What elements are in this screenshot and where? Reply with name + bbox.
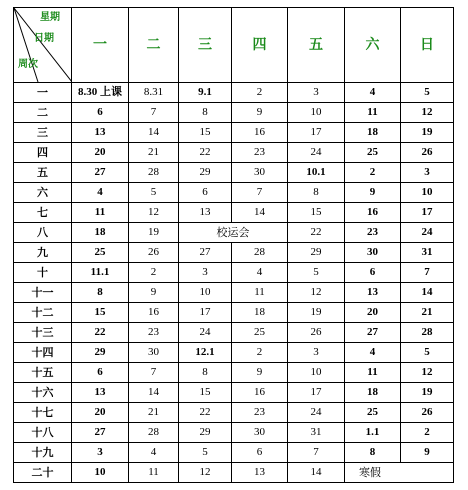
day-header-wed: 三 bbox=[179, 8, 232, 83]
date-cell: 19 bbox=[401, 123, 454, 143]
date-cell: 3 bbox=[179, 263, 232, 283]
date-cell: 28 bbox=[401, 323, 454, 343]
date-cell: 6 bbox=[72, 103, 129, 123]
date-cell: 11 bbox=[345, 363, 401, 383]
date-cell: 22 bbox=[179, 143, 232, 163]
date-cell: 23 bbox=[232, 143, 288, 163]
date-cell: 3 bbox=[288, 343, 345, 363]
date-cell: 16 bbox=[129, 303, 179, 323]
date-cell: 8 bbox=[345, 443, 401, 463]
date-cell: 9.1 bbox=[179, 83, 232, 103]
date-cell: 9 bbox=[345, 183, 401, 203]
date-cell: 8 bbox=[288, 183, 345, 203]
date-cell: 10 bbox=[72, 463, 129, 483]
date-cell: 7 bbox=[401, 263, 454, 283]
date-cell: 9 bbox=[401, 443, 454, 463]
date-cell: 16 bbox=[345, 203, 401, 223]
day-header-tue: 二 bbox=[129, 8, 179, 83]
calendar-body bbox=[14, 83, 454, 483]
date-cell: 2 bbox=[401, 423, 454, 443]
week-label: 九 bbox=[14, 243, 72, 263]
week-label: 十四 bbox=[14, 343, 72, 363]
date-cell: 15 bbox=[72, 303, 129, 323]
date-cell: 7 bbox=[288, 443, 345, 463]
corner-date-label: 日期 bbox=[34, 33, 54, 44]
date-cell: 11 bbox=[72, 203, 129, 223]
date-cell: 3 bbox=[401, 163, 454, 183]
date-cell: 18 bbox=[72, 223, 129, 243]
week-label: 五 bbox=[14, 163, 72, 183]
date-cell: 7 bbox=[232, 183, 288, 203]
day-header-fri: 五 bbox=[288, 8, 345, 83]
date-cell: 30 bbox=[129, 343, 179, 363]
week-row bbox=[14, 143, 454, 163]
date-cell: 21 bbox=[129, 403, 179, 423]
week-row bbox=[14, 183, 454, 203]
date-cell: 14 bbox=[288, 463, 345, 483]
date-cell: 2 bbox=[129, 263, 179, 283]
date-cell: 10 bbox=[401, 183, 454, 203]
date-cell: 13 bbox=[179, 203, 232, 223]
date-cell: 12 bbox=[401, 103, 454, 123]
day-header-sat: 六 bbox=[345, 8, 401, 83]
week-label: 十九 bbox=[14, 443, 72, 463]
date-cell: 21 bbox=[129, 143, 179, 163]
date-cell: 13 bbox=[72, 383, 129, 403]
date-cell: 30 bbox=[345, 243, 401, 263]
week-label: 六 bbox=[14, 183, 72, 203]
date-cell: 7 bbox=[129, 363, 179, 383]
date-cell: 14 bbox=[232, 203, 288, 223]
date-cell: 20 bbox=[72, 143, 129, 163]
date-cell: 6 bbox=[72, 363, 129, 383]
date-cell: 27 bbox=[72, 423, 129, 443]
date-cell: 5 bbox=[288, 263, 345, 283]
date-cell: 25 bbox=[345, 403, 401, 423]
week-row bbox=[14, 383, 454, 403]
date-cell: 2 bbox=[345, 163, 401, 183]
date-cell: 14 bbox=[401, 283, 454, 303]
date-cell: 9 bbox=[129, 283, 179, 303]
date-cell: 6 bbox=[345, 263, 401, 283]
week-row bbox=[14, 123, 454, 143]
date-cell: 17 bbox=[288, 383, 345, 403]
date-cell: 12 bbox=[129, 203, 179, 223]
week-label: 十二 bbox=[14, 303, 72, 323]
date-cell: 26 bbox=[401, 403, 454, 423]
date-cell: 27 bbox=[72, 163, 129, 183]
date-cell: 29 bbox=[179, 423, 232, 443]
date-cell: 5 bbox=[129, 183, 179, 203]
week-label: 十八 bbox=[14, 423, 72, 443]
date-cell: 30 bbox=[232, 423, 288, 443]
date-cell: 26 bbox=[288, 323, 345, 343]
date-cell: 4 bbox=[345, 343, 401, 363]
date-cell: 9 bbox=[232, 363, 288, 383]
day-header-mon: 一 bbox=[72, 8, 129, 83]
week-row bbox=[14, 263, 454, 283]
date-cell: 27 bbox=[179, 243, 232, 263]
date-cell: 21 bbox=[401, 303, 454, 323]
week-row bbox=[14, 343, 454, 363]
date-cell: 4 bbox=[232, 263, 288, 283]
corner-cell bbox=[14, 8, 72, 83]
date-cell: 18 bbox=[345, 123, 401, 143]
date-cell: 11 bbox=[129, 463, 179, 483]
week-row bbox=[14, 83, 454, 103]
date-cell: 14 bbox=[129, 383, 179, 403]
date-cell: 19 bbox=[129, 223, 179, 243]
date-cell: 1.1 bbox=[345, 423, 401, 443]
date-cell: 31 bbox=[288, 423, 345, 443]
date-cell: 17 bbox=[401, 203, 454, 223]
week-row bbox=[14, 423, 454, 443]
date-cell: 13 bbox=[72, 123, 129, 143]
week-row bbox=[14, 303, 454, 323]
date-cell: 18 bbox=[345, 383, 401, 403]
date-cell: 3 bbox=[288, 83, 345, 103]
date-cell: 25 bbox=[72, 243, 129, 263]
event-cell: 校运会 bbox=[179, 223, 288, 243]
date-cell: 2 bbox=[232, 83, 288, 103]
week-label: 八 bbox=[14, 223, 72, 243]
date-cell: 9 bbox=[232, 103, 288, 123]
date-cell: 29 bbox=[288, 243, 345, 263]
date-cell: 30 bbox=[232, 163, 288, 183]
week-label: 十 bbox=[14, 263, 72, 283]
date-cell: 4 bbox=[129, 443, 179, 463]
date-cell: 25 bbox=[232, 323, 288, 343]
date-cell: 22 bbox=[179, 403, 232, 423]
week-label: 二十 bbox=[14, 463, 72, 483]
date-cell: 14 bbox=[129, 123, 179, 143]
date-cell: 4 bbox=[72, 183, 129, 203]
date-cell: 8 bbox=[72, 283, 129, 303]
week-label: 十五 bbox=[14, 363, 72, 383]
week-label: 十三 bbox=[14, 323, 72, 343]
date-cell: 29 bbox=[72, 343, 129, 363]
week-row bbox=[14, 283, 454, 303]
school-calendar-table bbox=[13, 7, 454, 483]
date-cell: 29 bbox=[179, 163, 232, 183]
date-cell: 17 bbox=[179, 303, 232, 323]
date-cell: 11.1 bbox=[72, 263, 129, 283]
date-cell: 11 bbox=[232, 283, 288, 303]
date-cell: 5 bbox=[401, 83, 454, 103]
week-row bbox=[14, 363, 454, 383]
week-label: 七 bbox=[14, 203, 72, 223]
date-cell: 16 bbox=[232, 123, 288, 143]
date-cell: 28 bbox=[129, 423, 179, 443]
day-header-sun: 日 bbox=[401, 8, 454, 83]
date-cell: 25 bbox=[345, 143, 401, 163]
date-cell: 8 bbox=[179, 103, 232, 123]
date-cell: 6 bbox=[232, 443, 288, 463]
week-row bbox=[14, 463, 454, 483]
week-row bbox=[14, 243, 454, 263]
date-cell: 10 bbox=[288, 103, 345, 123]
date-cell: 4 bbox=[345, 83, 401, 103]
date-cell: 2 bbox=[232, 343, 288, 363]
date-cell: 23 bbox=[129, 323, 179, 343]
date-cell: 22 bbox=[72, 323, 129, 343]
date-cell: 8.30 上课 bbox=[72, 83, 129, 103]
week-label: 三 bbox=[14, 123, 72, 143]
date-cell: 22 bbox=[288, 223, 345, 243]
week-label: 十六 bbox=[14, 383, 72, 403]
week-label: 二 bbox=[14, 103, 72, 123]
date-cell: 12 bbox=[401, 363, 454, 383]
date-cell: 18 bbox=[232, 303, 288, 323]
date-cell: 15 bbox=[179, 123, 232, 143]
date-cell: 6 bbox=[179, 183, 232, 203]
date-cell: 17 bbox=[288, 123, 345, 143]
date-cell: 20 bbox=[345, 303, 401, 323]
week-row bbox=[14, 223, 454, 243]
date-cell: 19 bbox=[401, 383, 454, 403]
date-cell: 24 bbox=[288, 143, 345, 163]
date-cell: 24 bbox=[401, 223, 454, 243]
date-cell: 7 bbox=[129, 103, 179, 123]
date-cell: 24 bbox=[179, 323, 232, 343]
date-cell: 15 bbox=[288, 203, 345, 223]
date-cell: 23 bbox=[232, 403, 288, 423]
week-row bbox=[14, 103, 454, 123]
corner-weekday-label: 星期 bbox=[40, 12, 60, 23]
date-cell: 3 bbox=[72, 443, 129, 463]
week-row bbox=[14, 323, 454, 343]
date-cell: 12 bbox=[288, 283, 345, 303]
week-label: 十一 bbox=[14, 283, 72, 303]
date-cell: 28 bbox=[129, 163, 179, 183]
week-row bbox=[14, 163, 454, 183]
date-cell: 5 bbox=[401, 343, 454, 363]
date-cell: 12.1 bbox=[179, 343, 232, 363]
date-cell: 10 bbox=[179, 283, 232, 303]
date-cell: 15 bbox=[179, 383, 232, 403]
winter-break-cell: 寒假 bbox=[345, 463, 454, 483]
date-cell: 27 bbox=[345, 323, 401, 343]
date-cell: 31 bbox=[401, 243, 454, 263]
date-cell: 8.31 bbox=[129, 83, 179, 103]
date-cell: 26 bbox=[129, 243, 179, 263]
week-row bbox=[14, 203, 454, 223]
date-cell: 8 bbox=[179, 363, 232, 383]
date-cell: 19 bbox=[288, 303, 345, 323]
date-cell: 16 bbox=[232, 383, 288, 403]
date-cell: 13 bbox=[232, 463, 288, 483]
header-row bbox=[14, 8, 454, 83]
week-label: 一 bbox=[14, 83, 72, 103]
corner-week-label: 周次 bbox=[18, 59, 38, 70]
day-header-thu: 四 bbox=[232, 8, 288, 83]
date-cell: 13 bbox=[345, 283, 401, 303]
week-row bbox=[14, 443, 454, 463]
week-label: 十七 bbox=[14, 403, 72, 423]
date-cell: 20 bbox=[72, 403, 129, 423]
date-cell: 28 bbox=[232, 243, 288, 263]
week-row bbox=[14, 403, 454, 423]
date-cell: 26 bbox=[401, 143, 454, 163]
date-cell: 5 bbox=[179, 443, 232, 463]
date-cell: 23 bbox=[345, 223, 401, 243]
date-cell: 11 bbox=[345, 103, 401, 123]
date-cell: 12 bbox=[179, 463, 232, 483]
date-cell: 24 bbox=[288, 403, 345, 423]
week-label: 四 bbox=[14, 143, 72, 163]
date-cell: 10.1 bbox=[288, 163, 345, 183]
date-cell: 10 bbox=[288, 363, 345, 383]
